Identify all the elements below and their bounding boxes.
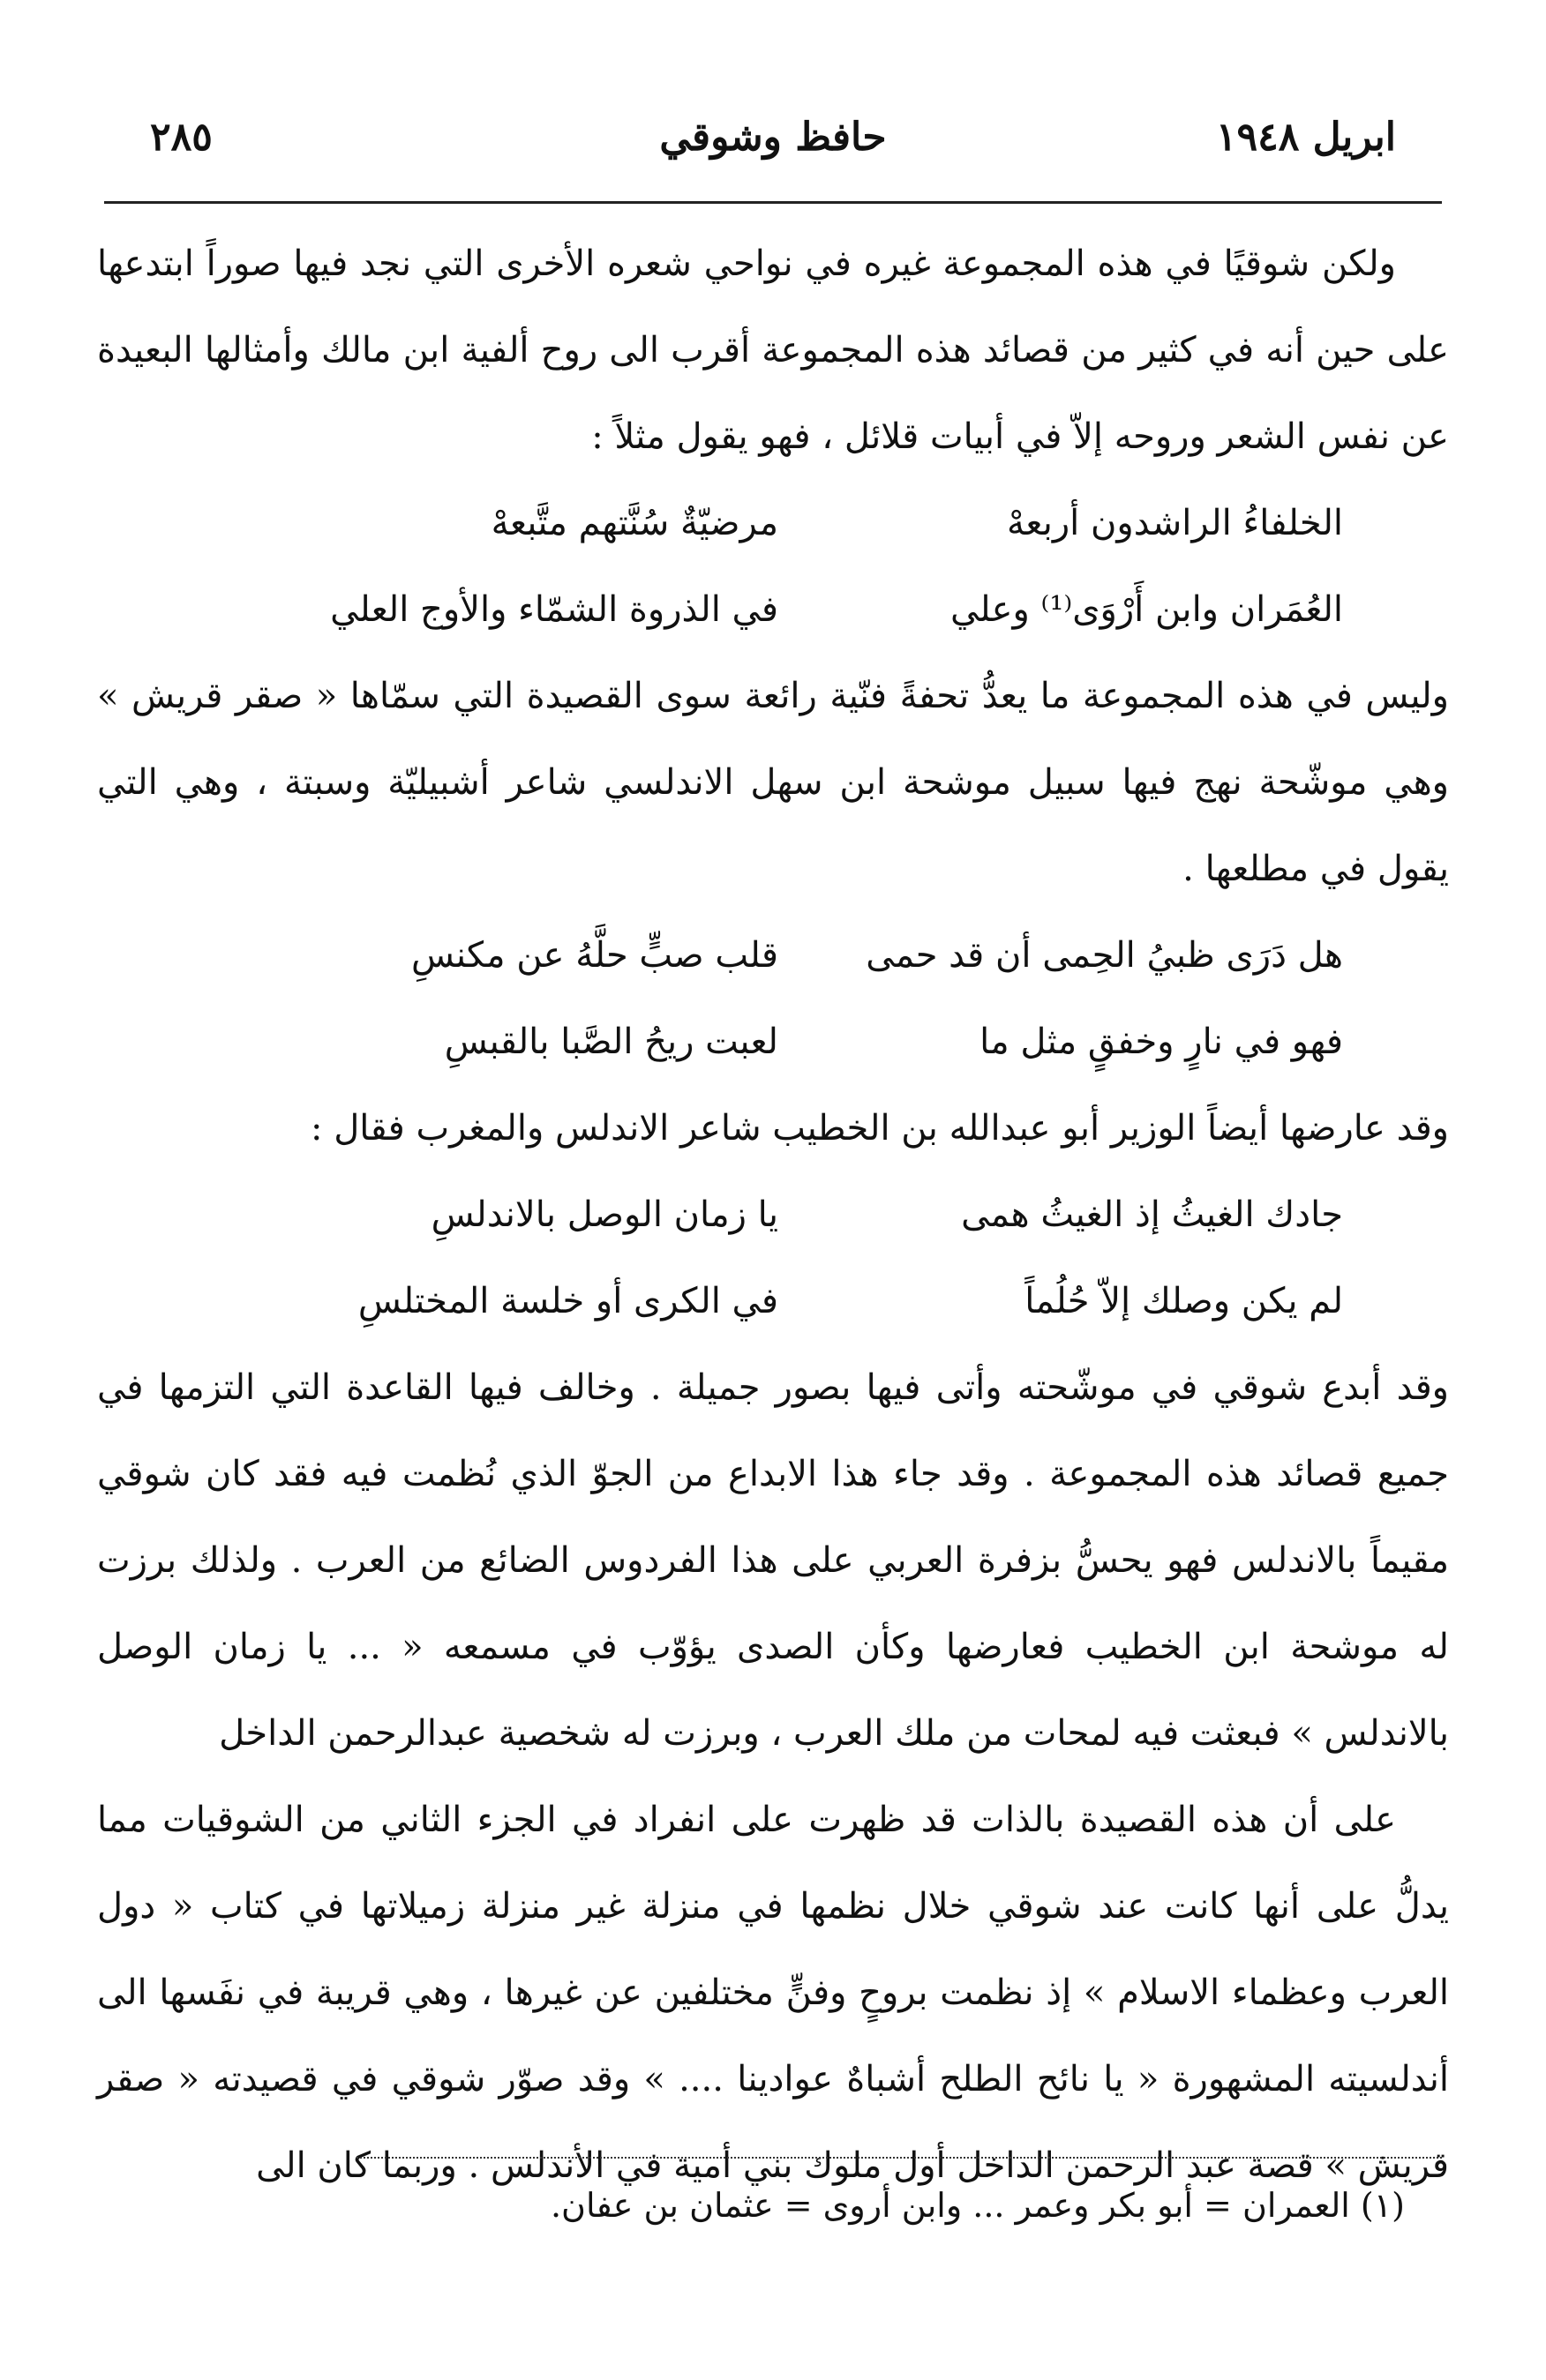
paragraph-4: وقد أبدع شوقي في موشّحته وأتى فيها بصور جميلة . وخالف فيها القاعدة التي التزمها في جميع قصائد هذه المجموعة . وقد جاء هذا الابداع من الجوّ الذي نُظمت فيه فقد كان شوقي مقيماً بالاندلس فهو يحسُّ بزفرة العربي على هذا الفردوس الضائع من العرب . ولذلك برزت له موشحة ابن الخطيب فعارضها وكأن الصدى يؤوّب في مسمعه « ... يا زمان الوصل بالاندلس » فبعثت فيه لمحات من ملك العرب ، وبرزت له شخصية عبدالرحمن الداخل xyxy=(97,1367,1450,1754)
header-rule xyxy=(104,201,1442,204)
verse-second-hemistich: يا زمان الوصل بالاندلسِ xyxy=(431,1194,778,1235)
body-text xyxy=(97,221,1449,2209)
page-number: ٢٨٥ xyxy=(150,115,213,160)
verse-line xyxy=(97,1171,1449,1258)
verse-second-hemistich: في الكرى أو خلسة المختلسِ xyxy=(357,1281,778,1321)
footnote: (١) العمران = أبو بكر وعمر ... وابن أروى = عثمان بن عفان. xyxy=(550,2186,1405,2225)
verse-line xyxy=(97,999,1449,1085)
verse-first-hemistich: الخلفاءُ الراشدون أربعهْ xyxy=(1006,503,1343,543)
header-title: حافظ وشوقي xyxy=(659,115,887,160)
paragraph-2: وليس في هذه المجموعة ما يعدُّ تحفةً فنّية رائعة سوى القصيدة التي سمّاها « صقر قريش » وهي موشّحة نهج فيها سبيل موشحة ابن سهل الاندلسي شاعر أشبيليّة وسبتة ، وهي التي يقول في مطلعها . xyxy=(97,676,1449,889)
verse-second-hemistich: لعبت ريحُ الصَّبا بالقبسِ xyxy=(444,1022,778,1062)
verse-first-hemistich: جادك الغيثُ إذ الغيثُ همى xyxy=(961,1194,1343,1235)
verse-line xyxy=(97,1258,1449,1344)
verse-second-hemistich: قلب صبٍّ حلَّهُ عن مكنسِ xyxy=(410,935,778,976)
verse-first-hemistich: فهو في نارٍ وخفقٍ مثل ما xyxy=(979,1022,1343,1062)
header-date: ابريل ١٩٤٨ xyxy=(1215,115,1396,160)
verse-second-hemistich: مرضيّةٌ سُنَّتهم متَّبعهْ xyxy=(491,503,778,543)
verse-line xyxy=(97,480,1449,566)
verse-line xyxy=(97,912,1449,999)
running-header xyxy=(150,106,1396,176)
paragraph-5: على أن هذه القصيدة بالذات قد ظهرت على انفراد في الجزء الثاني من الشوقيات مما يدلُّ على أنها كانت عند شوقي خلال نظمها في منزلة غير منزلة زميلاتها في كتاب « دول العرب وعظماء الاسلام » إذ نظمت بروحٍ وفنٍّ مختلفين عن غيرها ، وهي قريبة في نفَسها الى أندلسيته المشهورة « يا نائح الطلح أشباهٌ عوادينا .... » وقد صوّر شوقي في قصيدته « صقر قريش » قصة عبد الرحمن الداخل أول ملوك بني أمية في الأندلس . وربما كان الى xyxy=(97,1800,1449,2186)
verse-first-hemistich: العُمَران وابن أَرْوَى⁽¹⁾ وعلي xyxy=(950,589,1343,630)
verse-line xyxy=(97,566,1449,653)
paragraph-1: ولكن شوقيًا في هذه المجموعة غيره في نواحي شعره الأخرى التي نجد فيها صوراً ابتدعها على حين أنه في كثير من قصائد هذه المجموعة أقرب الى روح ألفية ابن مالك وأمثالها البعيدة عن نفس الشعر وروحه إلاّ في أبيات قلائل ، فهو يقول مثلاً : xyxy=(97,243,1449,457)
verse-second-hemistich: في الذروة الشمّاء والأوج العلي xyxy=(330,589,778,630)
verse-first-hemistich: هل دَرَى ظبيُ الحِمى أن قد حمى xyxy=(866,935,1343,976)
footnote-divider xyxy=(356,2157,1442,2159)
verse-first-hemistich: لم يكن وصلك إلاّ حُلُماً xyxy=(1024,1281,1343,1321)
paragraph-3: وقد عارضها أيضاً الوزير أبو عبدالله بن الخطيب شاعر الاندلس والمغرب فقال : xyxy=(311,1108,1449,1149)
